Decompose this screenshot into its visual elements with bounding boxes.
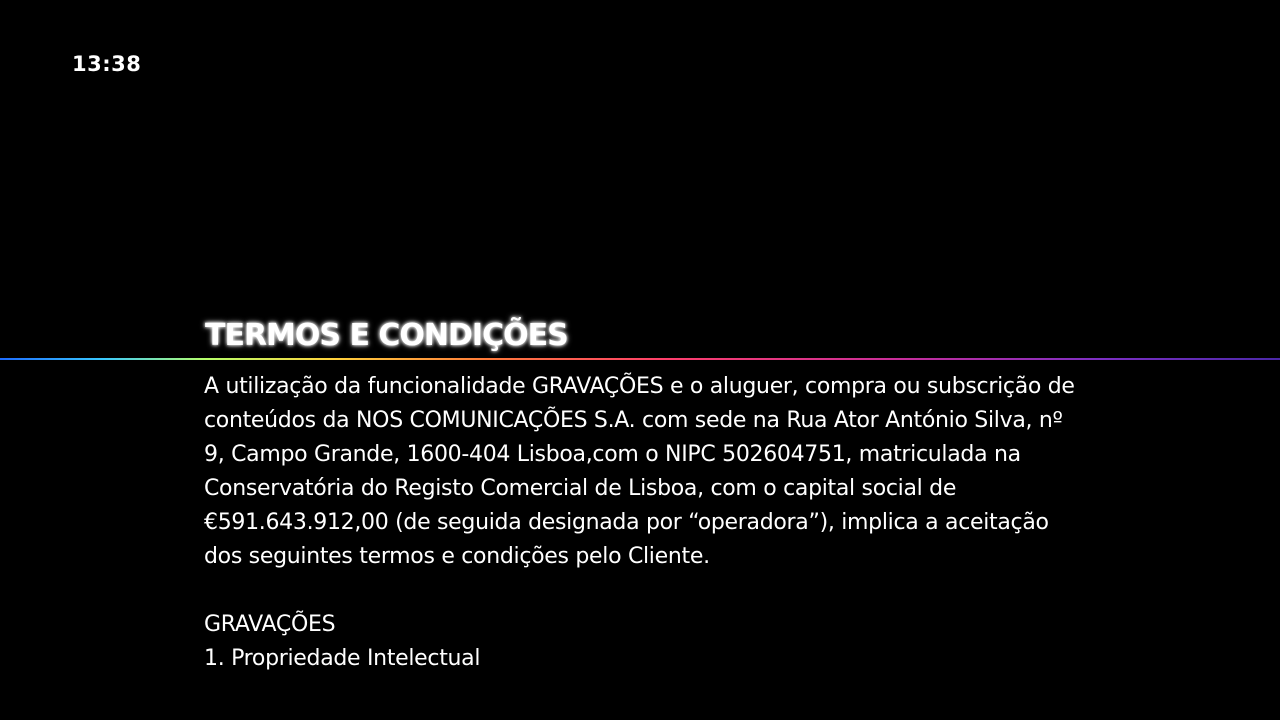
terms-intro-paragraph: A utilização da funcionalidade GRAVAÇÕES e o aluguer, compra ou subscrição de conteúdos da NOS COMUNICAÇÕES S.A. com sede na Rua Ator António Silva, nº 9, Campo Grande, 1600-404 Lisboa,com o NIPC 502604751, matriculada na Conservatória do Registo Comercial de Lisboa, com o capital social de €591.643.912,00 (de seguida designada por “operadora”), implica a aceitação dos seguintes termos e condições pelo Cliente. [204, 374, 1075, 569]
terms-section-heading: GRAVAÇÕES [204, 612, 336, 637]
page-title: TERMOS E CONDIÇÕES [205, 318, 568, 353]
terms-subsection-heading: 1. Propriedade Intelectual [204, 646, 481, 671]
rainbow-divider [0, 358, 1280, 360]
terms-scroll-area[interactable] [204, 370, 1084, 700]
clock: 13:38 [72, 52, 142, 76]
